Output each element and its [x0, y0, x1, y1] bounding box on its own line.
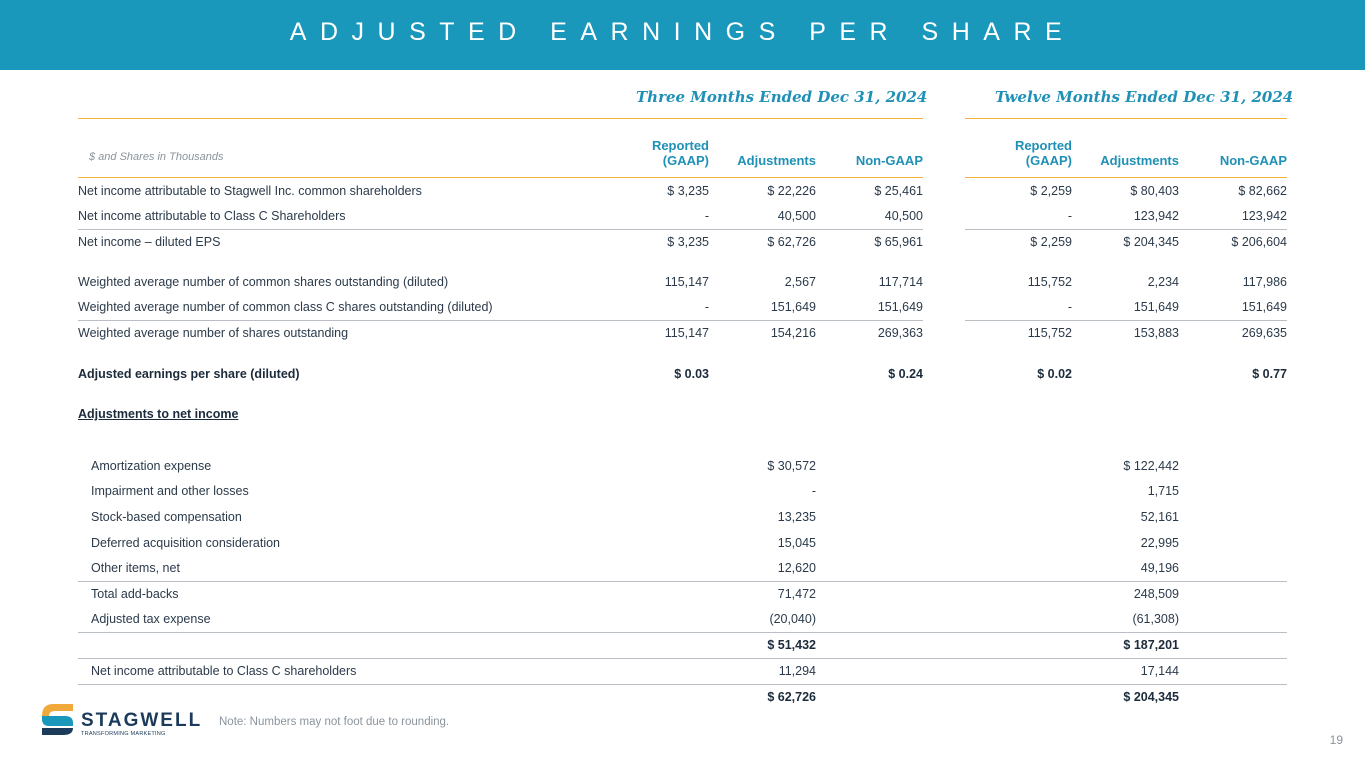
cell: 151,649 — [877, 300, 923, 314]
stagwell-logo — [41, 704, 211, 738]
row-divider — [78, 320, 923, 321]
cell: $ 62,726 — [767, 690, 816, 704]
column-header-reported-line2: (GAAP) — [662, 153, 709, 168]
cell: 115,752 — [1027, 326, 1072, 340]
table-row — [0, 326, 1365, 344]
row-label: Total add-backs — [91, 587, 179, 601]
column-header-non-gaap-q4: Non-GAAP — [855, 153, 923, 168]
cell: 1,715 — [1147, 484, 1179, 498]
adjustment-row — [0, 587, 1365, 605]
adjustment-row — [0, 664, 1365, 682]
cell: 12,620 — [777, 561, 816, 575]
row-label: Stock-based compensation — [91, 510, 242, 524]
logo-wordmark: STAGWELL — [81, 710, 203, 731]
row-divider — [78, 632, 1287, 633]
cell: $ 3,235 — [667, 235, 709, 249]
cell: 40,500 — [777, 209, 816, 223]
row-label: Amortization expense — [91, 459, 212, 473]
row-label: Net income attributable to Class C shareholders — [91, 664, 357, 678]
cell: 71,472 — [777, 587, 816, 601]
cell: 11,294 — [778, 664, 816, 678]
cell: $ 2,259 — [1030, 235, 1072, 249]
table-row — [0, 209, 1365, 227]
table-row-eps — [0, 367, 1365, 385]
cell: 17,144 — [1140, 664, 1179, 678]
cell: - — [704, 300, 709, 314]
cell: (20,040) — [769, 612, 816, 626]
cell: $ 25,461 — [874, 184, 923, 198]
column-header-reported-q4 — [652, 138, 709, 168]
cell: $ 22,226 — [767, 184, 816, 198]
page-title: ADJUSTED EARNINGS PER SHARE — [289, 18, 1076, 46]
adjustment-row — [0, 484, 1365, 502]
units-label: $ and Shares in Thousands — [89, 151, 224, 163]
row-divider — [965, 320, 1287, 321]
cell: $ 187,201 — [1123, 638, 1179, 652]
title-banner — [0, 0, 1365, 70]
cell: $ 0.02 — [1037, 367, 1072, 381]
cell: $ 62,726 — [767, 235, 816, 249]
cell: 151,649 — [770, 300, 816, 314]
cell: $ 2,259 — [1030, 184, 1072, 198]
page-number: 19 — [1329, 733, 1343, 747]
cell: 15,045 — [777, 536, 816, 550]
cell: - — [1067, 300, 1072, 314]
cell: 40,500 — [884, 209, 923, 223]
cell: 115,147 — [664, 326, 709, 340]
row-label: Weighted average number of common class C shares outstanding (diluted) — [78, 300, 493, 314]
cell: $ 51,432 — [767, 638, 816, 652]
stagwell-logo-mark-icon — [41, 704, 211, 738]
table-row — [0, 300, 1365, 318]
adjustment-row — [0, 510, 1365, 528]
cell: $ 0.24 — [888, 367, 923, 381]
header-divider-left — [78, 177, 923, 178]
cell: 117,714 — [878, 275, 923, 289]
cell: 52,161 — [1140, 510, 1179, 524]
row-divider — [78, 658, 1287, 659]
adjustment-row — [0, 459, 1365, 477]
cell: - — [811, 484, 816, 498]
column-header-non-gaap-fy: Non-GAAP — [1219, 153, 1287, 168]
table-row — [0, 275, 1365, 293]
cell: 151,649 — [1241, 300, 1287, 314]
cell: (61,308) — [1132, 612, 1179, 626]
footnote: Note: Numbers may not foot due to rounding. — [219, 716, 450, 728]
period-divider-right — [965, 118, 1287, 119]
cell: 248,509 — [1133, 587, 1179, 601]
row-divider — [78, 229, 923, 230]
cell: - — [1067, 209, 1072, 223]
cell: $ 0.03 — [674, 367, 709, 381]
adjustments-heading: Adjustments to net income — [78, 407, 239, 421]
cell: $ 204,345 — [1123, 235, 1179, 249]
cell: $ 204,345 — [1123, 690, 1179, 704]
column-header-reported-line1: Reported — [1014, 138, 1072, 153]
cell: - — [704, 209, 709, 223]
cell: 153,883 — [1133, 326, 1179, 340]
cell: $ 206,604 — [1231, 235, 1287, 249]
adjustment-row — [0, 612, 1365, 630]
row-label: Net income – diluted EPS — [78, 235, 221, 249]
cell: $ 30,572 — [767, 459, 816, 473]
column-header-reported-fy — [1015, 138, 1072, 168]
row-label: Adjusted tax expense — [91, 612, 211, 626]
row-label: Deferred acquisition consideration — [91, 536, 280, 550]
cell: $ 82,662 — [1238, 184, 1287, 198]
row-label: Net income attributable to Class C Shareholders — [78, 209, 346, 223]
column-header-adjustments-q4: Adjustments — [737, 153, 816, 168]
logo-tagline: TRANSFORMING MARKETING — [81, 731, 166, 737]
cell: 269,363 — [877, 326, 923, 340]
cell: $ 65,961 — [874, 235, 923, 249]
adjustment-row — [0, 561, 1365, 579]
row-label: Adjusted earnings per share (diluted) — [78, 367, 300, 381]
cell: $ 3,235 — [667, 184, 709, 198]
cell: 123,942 — [1133, 209, 1179, 223]
column-header-reported-line2: (GAAP) — [1025, 153, 1072, 168]
row-label: Weighted average number of common shares outstanding (diluted) — [78, 275, 449, 289]
cell: 269,635 — [1241, 326, 1287, 340]
cell: 115,147 — [664, 275, 709, 289]
table-row — [0, 184, 1365, 202]
table-row — [0, 235, 1365, 253]
row-label: Net income attributable to Stagwell Inc. common shareholders — [78, 184, 422, 198]
row-label: Impairment and other losses — [91, 484, 249, 498]
period-header-twelve-months: Twelve Months Ended Dec 31, 2024 — [995, 88, 1294, 106]
row-divider — [78, 581, 1287, 582]
period-header-three-months: Three Months Ended Dec 31, 2024 — [636, 88, 928, 106]
header-divider-right — [965, 177, 1287, 178]
cell: 117,986 — [1242, 275, 1287, 289]
row-divider — [78, 684, 1287, 685]
cell: $ 0.77 — [1252, 367, 1287, 381]
cell: 154,216 — [770, 326, 816, 340]
adjustment-row — [0, 536, 1365, 554]
column-header-adjustments-fy: Adjustments — [1100, 153, 1179, 168]
cell: 2,567 — [784, 275, 816, 289]
cell: $ 80,403 — [1130, 184, 1179, 198]
cell: 123,942 — [1241, 209, 1287, 223]
period-divider-left — [78, 118, 923, 119]
row-label: Other items, net — [91, 561, 180, 575]
cell: 115,752 — [1027, 275, 1072, 289]
row-divider — [965, 229, 1287, 230]
cell: 22,995 — [1140, 536, 1179, 550]
adjustment-subtotal-row — [0, 638, 1365, 656]
cell: 2,234 — [1147, 275, 1179, 289]
cell: $ 122,442 — [1123, 459, 1179, 473]
cell: 13,235 — [777, 510, 816, 524]
cell: 49,196 — [1140, 561, 1179, 575]
column-header-reported-line1: Reported — [651, 138, 709, 153]
cell: 151,649 — [1133, 300, 1179, 314]
row-label: Weighted average number of shares outstanding — [78, 326, 349, 340]
